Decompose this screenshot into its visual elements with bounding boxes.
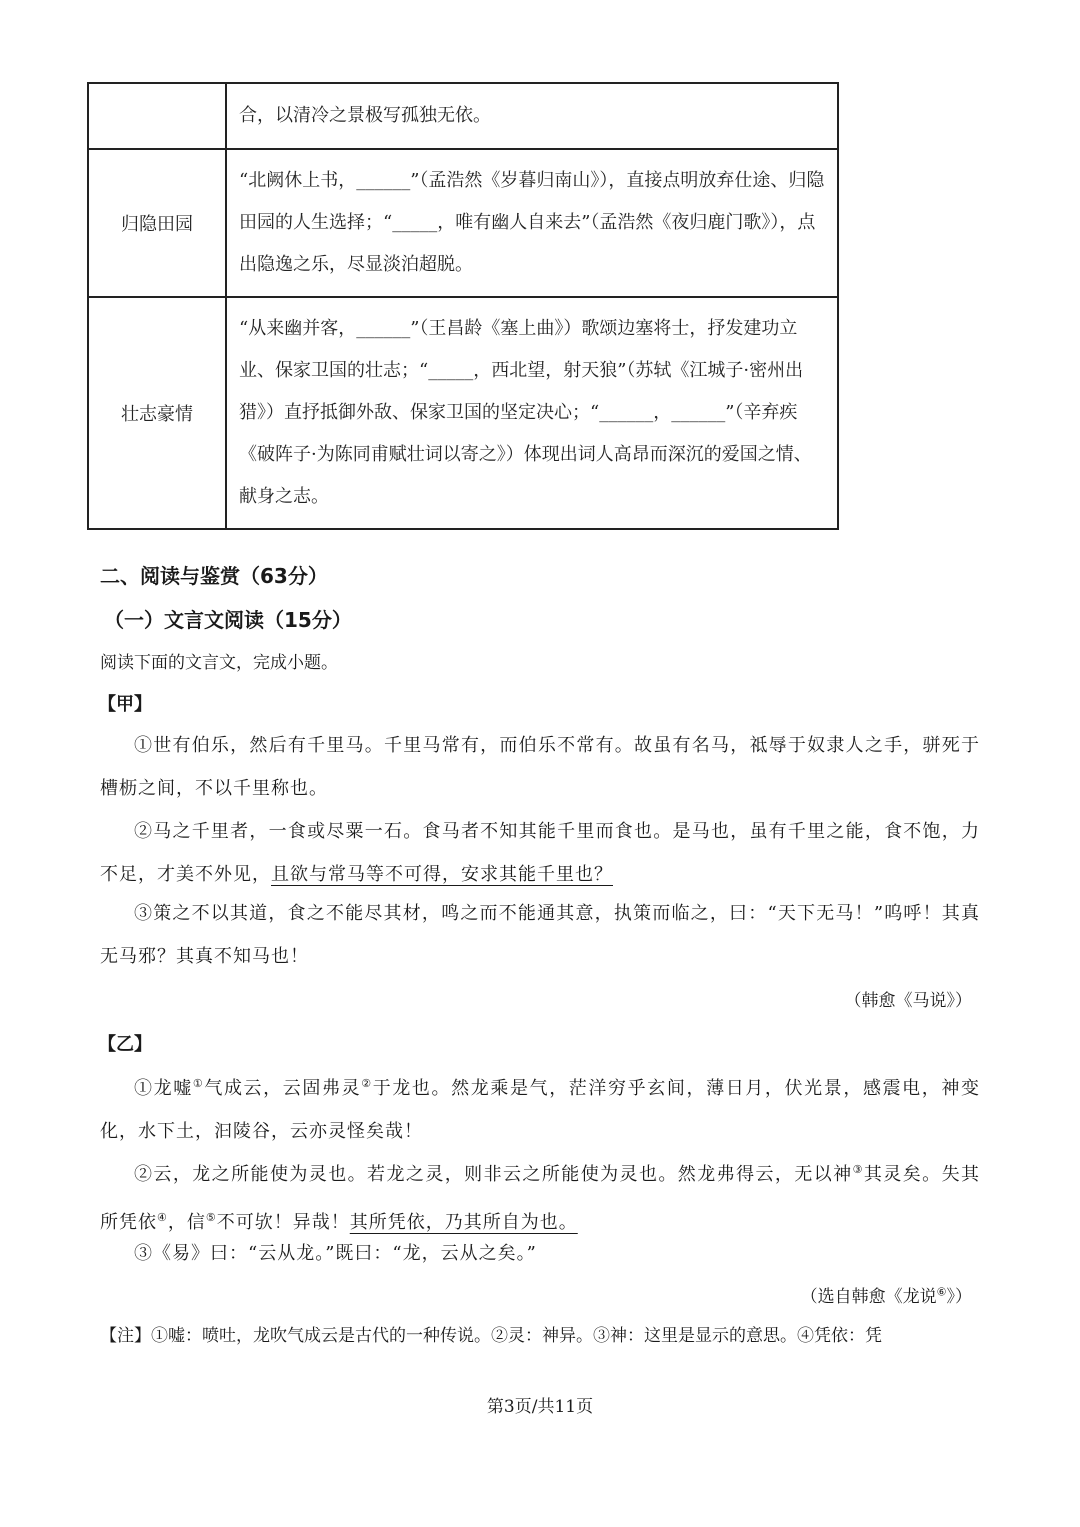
jia-underlined-sentence: 且欲与常马等不可得，安求其能千里也？: [271, 864, 613, 885]
table-category: 壮志豪情: [88, 297, 226, 529]
table-row: [88, 297, 838, 529]
note-marker: ⑥: [936, 1285, 947, 1299]
table-text: 合，以清冷之景极写孤独无依。: [226, 83, 838, 149]
jia-source: （韩愈《马说》）: [844, 991, 972, 1011]
note-marker: ②: [361, 1077, 373, 1090]
yi-text: 气成云，云固弗灵: [204, 1078, 362, 1099]
table-category: 归隐田园: [88, 149, 226, 297]
table-text: “从来幽并客，______”（王昌龄《塞上曲》）歌颂边塞将士，抒发建功立业、保家卫国的壮志；“_____，西北望，射天狼”（苏轼《江城子·密州出猎》）直抒抵御外敌、保家卫国的坚定决心；“______，______”（辛弃疾《破阵子·为陈同甫赋壮词以寄之》）体现出词人高昂而深沉的爱国之情、献身之志。: [226, 297, 838, 529]
yi-source-text: 》）: [946, 1287, 972, 1307]
yi-text: ①龙嘘: [134, 1078, 193, 1099]
yi-paragraph-3: ③《易》曰：“云从龙。”既曰：“龙，云从之矣。”: [134, 1243, 537, 1264]
yi-text: 于龙也。然龙乘是气，茫洋穷乎玄间，薄日月，伏光景，感震电，神变化，水下土，汩陵谷，云亦灵怪矣哉！: [100, 1078, 981, 1142]
jia-paragraph-3: ③策之不以其道，食之不能尽其材，鸣之而不能通其意，执策而临之，曰：“天下无马！”呜呼！其真无马邪？其真不知马也！: [100, 903, 980, 967]
note-marker: ⑤: [205, 1211, 217, 1224]
jia-paragraph-2-text: ②马之千里者，一食或尽粟一石。食马者不知其能千里而食也。是马也，虽有千里之能，食不饱，力不足，才美不外见，: [100, 821, 980, 885]
annotation-note: 【注】①嘘：喷吐，龙吹气成云是古代的一种传说。②灵：神异。③神：这里是显示的意思。④凭依：凭: [100, 1326, 882, 1346]
yi-text: ，信: [167, 1212, 206, 1233]
jia-paragraph-2: [100, 810, 980, 896]
passage-label-jia: 【甲】: [98, 694, 152, 715]
yi-text: ②云，龙之所能使为灵也。若龙之灵，则非云之所能使为灵也。然龙弗得云，无以神: [134, 1164, 853, 1185]
yi-source: [801, 1282, 972, 1307]
table-category: [88, 83, 226, 149]
yi-paragraph-2: [100, 1148, 980, 1244]
instruction-text: 阅读下面的文言文，完成小题。: [100, 653, 338, 673]
table-row: [88, 83, 838, 149]
section-title: 二、阅读与鉴赏（63分）: [100, 564, 328, 588]
yi-text: 其灵矣。失其所凭依: [100, 1164, 980, 1233]
subsection-title: （一）文言文阅读（15分）: [104, 608, 352, 632]
note-marker: ③: [852, 1163, 864, 1176]
poem-table: [87, 82, 839, 530]
yi-source-text: （选自韩愈《龙说: [800, 1287, 937, 1307]
note-marker: ④: [157, 1211, 168, 1224]
page-footer: 第3页/共11页: [486, 1397, 594, 1417]
yi-paragraph-1: [100, 1062, 980, 1153]
table-row: [88, 149, 838, 297]
passage-label-yi: [98, 1030, 152, 1056]
yi-underlined-sentence: 其所凭依，乃其所自为也。: [349, 1212, 578, 1233]
passage-label-yi-text: 【乙】: [98, 1034, 152, 1055]
jia-paragraph-1: ①世有伯乐，然后有千里马。千里马常有，而伯乐不常有。故虽有名马，祗辱于奴隶人之手，骈死于槽枥之间，不以千里称也。: [100, 735, 980, 799]
table-text: “北阙休上书，______”（孟浩然《岁暮归南山》），直接点明放弃仕途、归隐田园的人生选择；“_____，唯有幽人自来去”（孟浩然《夜归鹿门歌》），点出隐逸之乐，尽显淡泊超脱。: [226, 149, 838, 297]
note-marker: ①: [192, 1077, 205, 1090]
yi-text: 不可欤！异哉！: [216, 1212, 350, 1233]
